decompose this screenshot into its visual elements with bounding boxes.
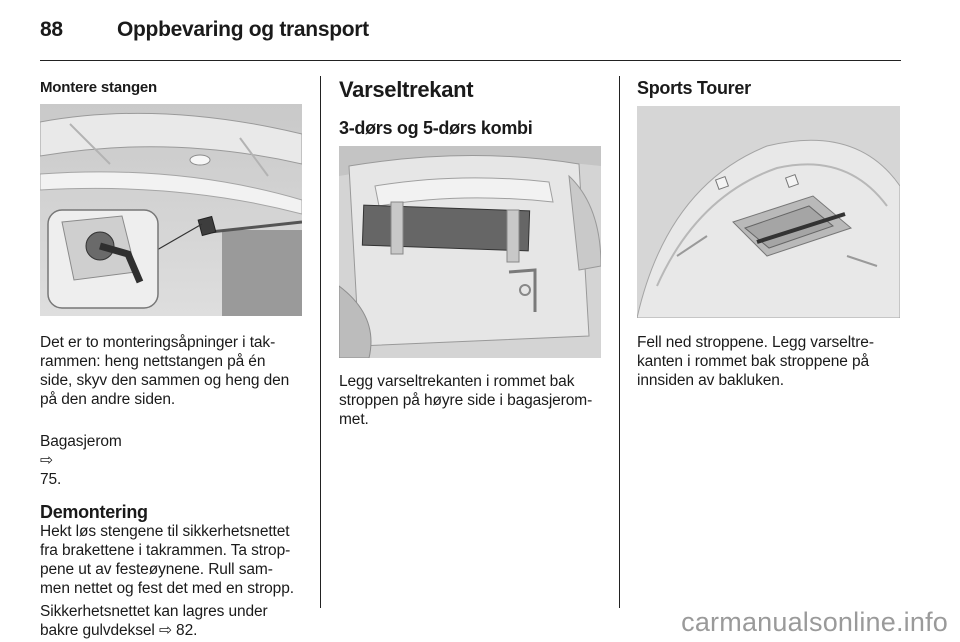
column-divider-left: [320, 76, 321, 608]
paragraph-kombi: Legg varseltrekanten i rommet bak stroppen på høyre side i bagasjerom- met.: [339, 373, 593, 428]
column-divider-right: [619, 76, 620, 608]
storage-text: Sikkerhetsnettet kan lagres under bakre gulvdeksel: [40, 603, 268, 639]
page-reference-arrow-icon: ⇨: [40, 452, 53, 469]
section-subheading-kombi: 3-dørs og 5-dørs kombi: [339, 118, 533, 138]
paragraph-mounting: Det er to monteringsåpninger i tak- rammen: heng nettstangen på én side, skyv den sammen og heng den på den andre siden.: [40, 334, 290, 408]
page-number: 88: [40, 18, 63, 41]
ref-page: 82.: [176, 622, 198, 639]
illustration-warning-triangle-sports-tourer: [637, 106, 900, 318]
illustration-net-bar-mounting: [40, 104, 302, 316]
section-heading-sports-tourer: Sports Tourer: [637, 78, 751, 98]
illustration-warning-triangle-kombi: [339, 146, 601, 358]
ref-page: 75.: [40, 471, 62, 488]
header-divider: [40, 60, 901, 61]
section-heading-demontering: Demontering: [40, 502, 148, 522]
paragraph-storage: [40, 602, 312, 640]
page-title: Oppbevaring og transport: [117, 18, 369, 41]
ref-label: Bagasjerom: [40, 433, 122, 450]
watermark: carmanualsonline.info: [681, 607, 948, 637]
section-heading-varseltrekant: Varseltrekant: [339, 77, 474, 102]
section-subheading-montere: Montere stangen: [40, 79, 158, 96]
cross-reference-bagasjerom: [40, 413, 312, 489]
paragraph-demontering: Hekt løs stengene til sikkerhetsnettet fra brakettene i takrammen. Ta strop- pene ut av festeøynene. Rull sam- men nettet og fest det med en stropp.: [40, 523, 294, 597]
paragraph-sports-tourer: Fell ned stroppene. Legg varseltre- kanten i rommet bak stroppene på innsiden av bakluken.: [637, 334, 874, 389]
page-reference-arrow-icon: ⇨: [158, 622, 172, 639]
